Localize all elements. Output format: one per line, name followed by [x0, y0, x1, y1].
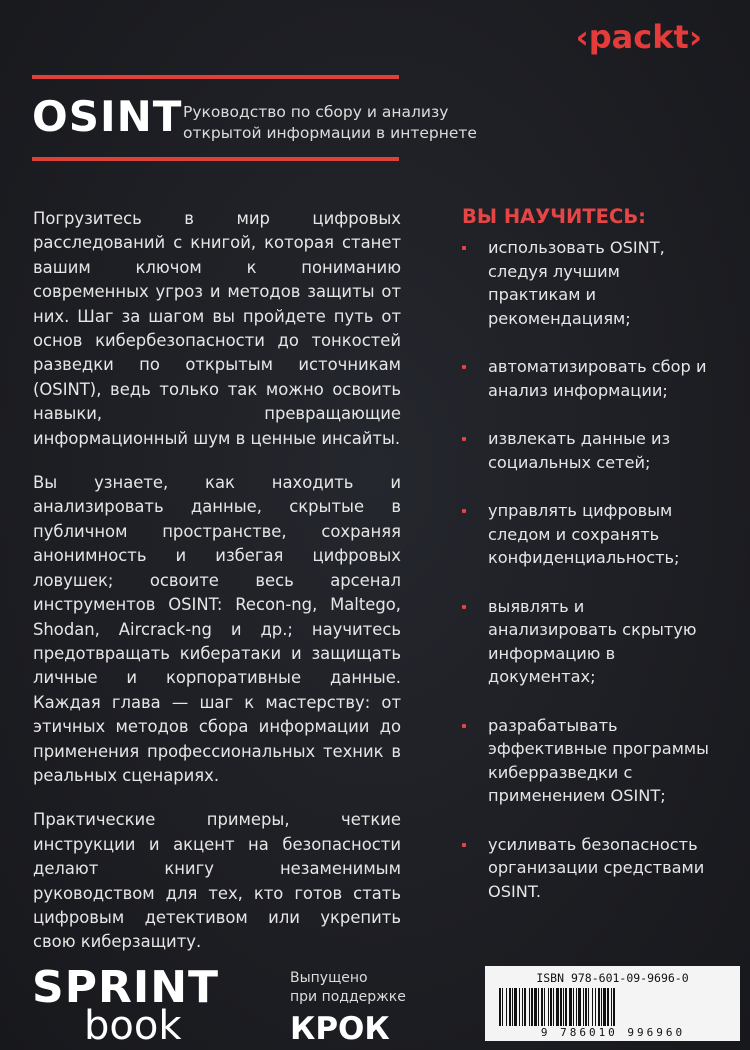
barcode-bar: [531, 988, 533, 1026]
isbn-barcode: [485, 966, 740, 1041]
list-item-text: извлекать данные из социальных сетей;: [488, 429, 671, 472]
book-title: OSINT: [32, 92, 183, 141]
barcode-bar: [509, 988, 511, 1026]
bullet-icon: [462, 437, 466, 441]
barcode-bar: [524, 988, 526, 1026]
barcode-bar: [550, 988, 552, 1026]
list-item: [462, 236, 712, 330]
description-paragraph: Практические примеры, четкие инструкции и акцент на безопасности делают книгу незаменимым руководством для тех, кто готов стать цифровым детективом или укрепить свою киберзащиту.: [33, 810, 401, 952]
barcode-bar: [592, 988, 593, 1026]
barcode-bar: [603, 988, 606, 1026]
description-paragraph: Погрузитесь в мир цифровых расследований с книгой, которая станет вашим ключом к пониманию современных угроз и методов защиты от них. Шаг за шагом вы пройдете путь от основ кибербезопасности до тонкостей разведки по открытым источникам (OSINT), ведь только так можно освоить навыки, превращающие информационный шум в ценные инсайты.: [33, 209, 401, 448]
barcode-bar: [506, 988, 507, 1026]
barcode-bar: [565, 988, 567, 1026]
sponsor-block: [290, 969, 406, 1049]
learn-section: [462, 205, 712, 928]
description: [33, 207, 401, 975]
barcode-bar: [553, 988, 554, 1026]
bullet-icon: [462, 246, 466, 250]
sprint-logo-text: SPRINT: [32, 962, 220, 1013]
barcode-bar: [556, 988, 559, 1026]
list-item: [462, 355, 712, 402]
book-subtitle: [183, 102, 483, 144]
bullet-icon: [462, 724, 466, 728]
description-paragraph: Вы узнаете, как находить и анализировать данные, скрытые в публичном пространстве, сохраняя анонимность и избегая цифровых ловушек; освоите весь арсенал инструментов OSINT: Recon-ng, Maltego, Shodan, Aircrack-ng и др.; научитесь предотвращать кибератаки и защищать личные и корпоративные данные. Каждая глава — шаг к мастерству: от этичных методов сбора информации до применения профессиональных техник в реальных сценариях.: [33, 473, 401, 785]
barcode-bar: [578, 988, 581, 1026]
list-item: [462, 499, 712, 570]
title-rule-bottom: [32, 157, 399, 161]
list-item-text: управлять цифровым следом и сохранять конфиденциальность;: [488, 501, 680, 567]
barcode-bars: [499, 988, 727, 1026]
barcode-bar: [613, 988, 615, 1026]
list-item-text: усиливать безопасность организации средствами OSINT.: [488, 834, 705, 901]
list-item: [462, 833, 712, 904]
bullet-icon: [462, 605, 466, 609]
barcode-bar: [601, 988, 602, 1026]
barcode-bar: [519, 988, 520, 1026]
barcode-bar: [512, 988, 513, 1026]
sponsor-line-2: при поддержке: [290, 989, 406, 1005]
list-item: [462, 427, 712, 474]
barcode-bar: [569, 988, 572, 1026]
sponsor-line-1: Выпущено: [290, 970, 368, 986]
barcode-bar: [522, 988, 523, 1026]
list-item: [462, 595, 712, 689]
list-item-text: разрабатывать эффективные программы киберразведки с применением OSINT;: [488, 715, 709, 805]
isbn-text: ISBN 978-601-09-9696-0: [536, 971, 689, 985]
barcode-bar: [534, 988, 537, 1026]
barcode-bar: [611, 988, 612, 1026]
barcode-bar: [598, 988, 600, 1026]
barcode-bar: [538, 988, 539, 1026]
title-rule-top: [32, 75, 399, 79]
sponsor-name: КРОК: [290, 1011, 390, 1047]
barcode-bar: [576, 988, 577, 1026]
barcode-bar: [588, 988, 589, 1026]
barcode-bar: [585, 988, 587, 1026]
sprint-logo-sub: book: [84, 1003, 182, 1049]
barcode-bar: [514, 988, 517, 1026]
learn-list: [462, 236, 712, 903]
bullet-icon: [462, 365, 466, 369]
list-item-text: использовать OSINT, следуя лучшим практикам и рекомендациям;: [488, 238, 665, 328]
barcode-bar: [573, 988, 574, 1026]
barcode-bar: [499, 988, 501, 1026]
barcode-bar: [541, 988, 543, 1026]
learn-heading: ВЫ НАУЧИТЕСЬ:: [462, 205, 646, 228]
barcode-bar: [583, 988, 584, 1026]
barcode-bar: [529, 988, 530, 1026]
barcode-bar: [560, 988, 562, 1026]
barcode-bar: [502, 988, 503, 1026]
barcode-bar: [563, 988, 564, 1026]
publisher-logo: ‹packt›: [575, 18, 702, 56]
subtitle-line-1: Руководство по сбору и анализу: [183, 103, 449, 121]
subtitle-line-2: открытой информации в интернете: [183, 124, 477, 142]
barcode-bar: [548, 988, 549, 1026]
barcode-bar: [607, 988, 609, 1026]
list-item-text: автоматизировать сбор и анализ информации;: [488, 357, 707, 400]
bullet-icon: [462, 509, 466, 513]
bullet-icon: [462, 843, 466, 847]
sprint-book-logo: [32, 962, 220, 1049]
barcode-digits: 9 786010 996960: [540, 1026, 686, 1039]
barcode-bar: [544, 988, 545, 1026]
barcode-bar: [595, 988, 596, 1026]
list-item: [462, 714, 712, 808]
list-item-text: выявлять и анализировать скрытую информацию в документах;: [488, 596, 697, 686]
